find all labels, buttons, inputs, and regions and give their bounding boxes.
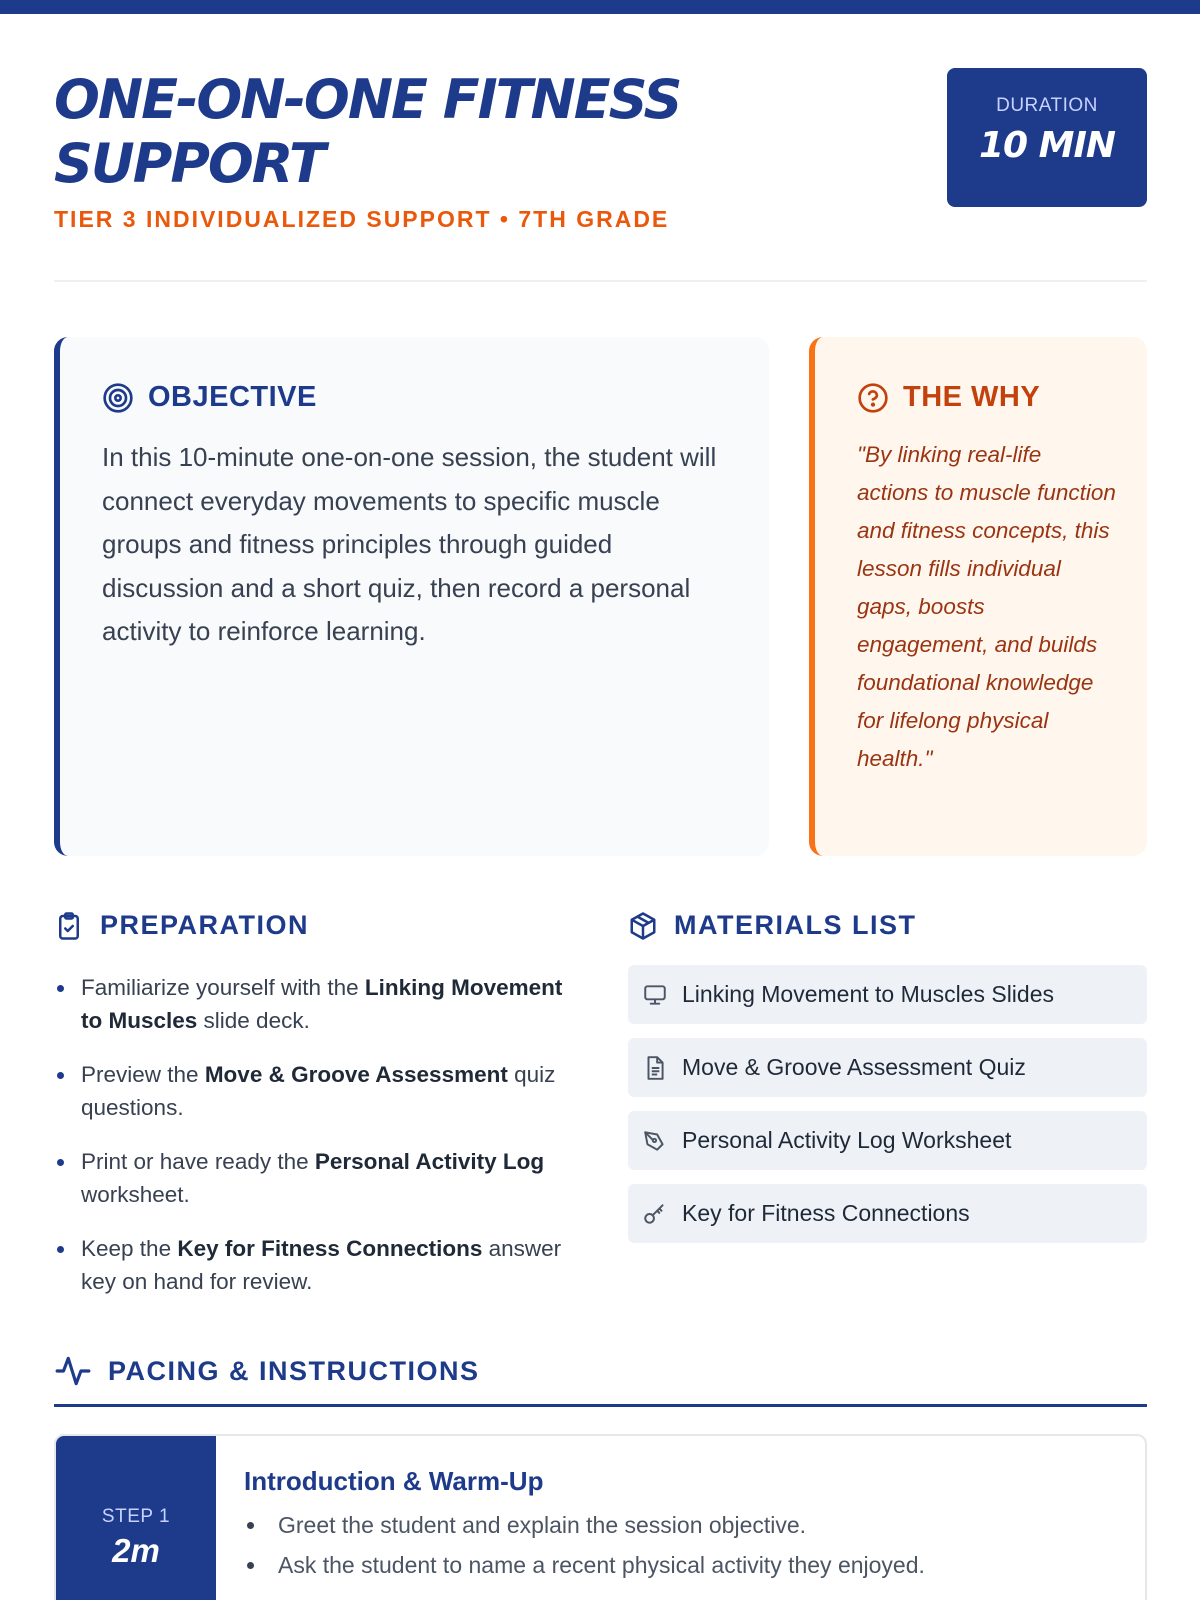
material-label: Linking Movement to Muscles Slides (682, 981, 1054, 1007)
target-icon (102, 382, 134, 414)
clipboard-check-icon (54, 911, 84, 941)
step-title: Introduction & Warm-Up (244, 1466, 544, 1496)
preparation-item: Keep the Key for Fitness Connections answer key on hand for review. (54, 1232, 564, 1298)
duration-value: 10 MIN (979, 125, 1115, 166)
top-accent-bar (0, 0, 1200, 14)
preparation-list (54, 971, 564, 1298)
objective-heading-label: OBJECTIVE (148, 381, 317, 413)
material-label: Move & Groove Assessment Quiz (682, 1054, 1026, 1080)
material-item (628, 1038, 1147, 1097)
materials-heading-label: MATERIALS LIST (674, 910, 917, 940)
step-badge (56, 1436, 216, 1600)
pacing-heading (54, 1352, 1147, 1390)
preparation-heading (54, 910, 564, 941)
step-minutes: 2m (112, 1532, 160, 1569)
materials-heading (628, 910, 1147, 941)
preparation-heading-label: PREPARATION (100, 910, 310, 940)
preparation-item: Print or have ready the Personal Activity Log worksheet. (54, 1145, 564, 1211)
objective-text: In this 10-minute one-on-one session, the student will connect everyday movements to specific muscle groups and fitness principles through guided discussion and a short quiz, then record a personal activity to reinforce learning. (102, 442, 717, 646)
pacing-step (54, 1434, 1147, 1600)
document-icon (642, 1055, 668, 1081)
why-heading (857, 381, 1147, 414)
material-label: Personal Activity Log Worksheet (682, 1127, 1012, 1153)
materials-list (628, 965, 1147, 1243)
why-text: "By linking real-life actions to muscle function and fitness concepts, this lesson fills individual gaps, boosts engagement, and builds foundational knowledge for lifelong physical health." (857, 442, 1116, 771)
step-number: STEP 1 (101, 1506, 171, 1527)
step-bullet-list (244, 1505, 1125, 1585)
preparation-section (54, 910, 564, 1319)
preparation-item: Familiarize yourself with the Linking Movement to Muscles slide deck. (54, 971, 564, 1037)
help-circle-icon (857, 382, 889, 414)
page-title: ONE-ON-ONE FITNESS SUPPORT (54, 68, 681, 195)
duration-label: DURATION (996, 95, 1098, 116)
duration-badge (947, 68, 1147, 207)
objective-card (54, 337, 769, 856)
objective-heading (102, 381, 769, 414)
material-item (628, 1111, 1147, 1170)
why-heading-label: THE WHY (903, 381, 1041, 413)
material-item (628, 1184, 1147, 1243)
page-subtitle: TIER 3 INDIVIDUALIZED SUPPORT • 7TH GRADE (54, 206, 670, 232)
preparation-item: Preview the Move & Groove Assessment quiz questions. (54, 1058, 564, 1124)
material-label: Key for Fitness Connections (682, 1200, 970, 1226)
step-bullet: Ask the student to name a recent physical activity they enjoyed. (244, 1545, 1125, 1585)
activity-icon (54, 1352, 92, 1390)
material-item (628, 965, 1147, 1024)
monitor-icon (642, 982, 668, 1008)
why-card (809, 337, 1147, 856)
pen-icon (642, 1128, 668, 1154)
pacing-section (54, 1352, 1147, 1407)
page-header (54, 68, 1147, 282)
step-content (244, 1466, 1125, 1585)
materials-section (628, 910, 1147, 1257)
step-bullet: Greet the student and explain the session objective. (244, 1505, 1125, 1545)
package-icon (628, 911, 658, 941)
key-icon (642, 1201, 668, 1227)
pacing-heading-label: PACING & INSTRUCTIONS (108, 1355, 480, 1386)
